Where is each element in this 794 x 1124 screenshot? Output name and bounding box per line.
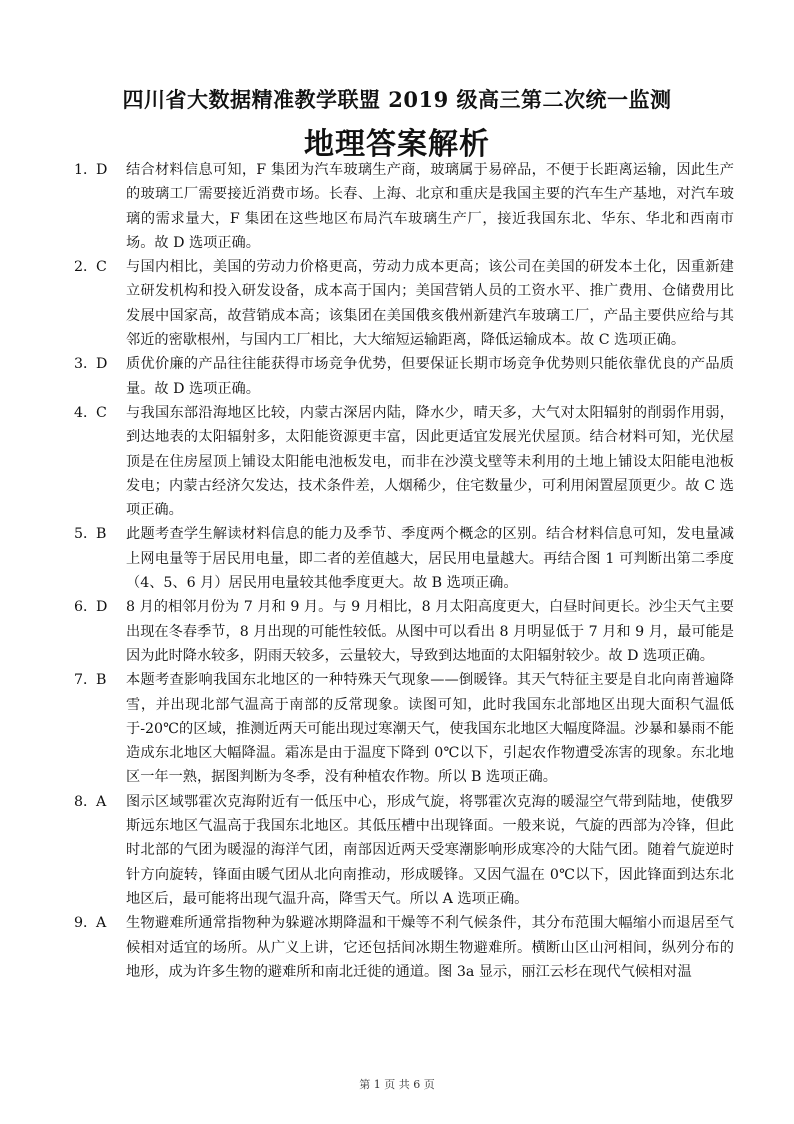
- answer-choice: D: [96, 356, 108, 373]
- answer-number: 4．: [74, 404, 98, 421]
- answer-explanation: 与国内相比，美国的劳动力价格更高，劳动力成本更高；该公司在美国的研发本土化，因重新建立研发机构和投入研发设备，成本高于国内；美国营销人员的工资水平、推广费用、仓储费用比发展中国家高，故营销成本高；该集团在美国俄亥俄州新建汽车玻璃工厂，产品主要供应给与其邻近的密歇根州，与国内工厂相比，大大缩短运输距离，降低运输成本。故 C 选项正确。: [126, 259, 734, 349]
- answer-explanation: 图示区域鄂霍次克海附近有一低压中心，形成气旋，将鄂霍次克海的暖湿空气带到陆地，使俄罗斯远东地区气温高于我国东北地区。其低压槽中出现锋面。一般来说，气旋的西部为冷锋，但此时北部的气团为暖湿的海洋气团，南部因近两天受寒潮影响形成寒冷的大陆气团。随着气旋逆时针方向旋转，锋面由暖气团从北向南推动，形成暖锋。又因气温在 0℃以下，因此锋面到达东北地区后，最可能将出现气温升高，降雪天气。所以 A 选项正确。: [126, 793, 734, 907]
- answer-item-4: [74, 401, 734, 522]
- answer-item-1: [74, 158, 734, 255]
- answer-item-5: [74, 522, 734, 595]
- answer-number: 8．: [74, 793, 98, 810]
- answer-explanation: 与我国东部沿海地区比较，内蒙古深居内陆，降水少，晴天多，大气对太阳辐射的削弱作用弱，到达地表的太阳辐射多，太阳能资源更丰富，因此更适宜发展光伏屋顶。结合材料可知，光伏屋顶是在住房屋顶上铺设太阳能电池板发电，而非在沙漠戈壁等未利用的土地上铺设太阳能电池板发电；内蒙古经济欠发达，技术条件差，人烟稀少，住宅数量少，可利用闲置屋顶更少。故 C 选项正确。: [126, 404, 734, 519]
- answer-choice: A: [96, 793, 107, 810]
- document-title: 四川省大数据精准教学联盟 2019 级高三第二次统一监测: [122, 87, 672, 112]
- answer-explanation: 8 月的相邻月份为 7 月和 9 月。与 9 月相比，8 月太阳高度更大，白昼时间更长。沙尘天气主要出现在冬春季节，8 月出现的可能性较低。从图中可以看出 8 月明显低于 7 月和 9 月，最可能是因为此时降水较多，阴雨天较多，云量较大，导致到达地面的太阳辐射较少。故 D 选项正确。: [126, 599, 734, 664]
- answer-explanation: 质优价廉的产品往往能获得市场竞争优势，但要保证长期市场竞争优势则只能依靠优良的产品质量。故 D 选项正确。: [126, 356, 734, 397]
- answer-number: 3．: [74, 356, 98, 373]
- answer-number: 1．: [74, 162, 98, 178]
- answer-explanation: 此题考查学生解读材料信息的能力及季节、季度两个概念的区别。结合材料信息可知，发电量减上网电量等于居民用电量，即二者的差值越大，居民用电量越大。再结合图 1 可判断出第二季度（4、5、6 月）居民用电量较其他季度更大。故 B 选项正确。: [126, 526, 734, 592]
- answer-number: 5．: [74, 526, 98, 543]
- answer-number: 2．: [74, 259, 98, 276]
- answer-explanation: 生物避难所通常指物种为躲避冰期降温和干燥等不利气候条件，其分布范围大幅缩小而退居至气候相对适宜的场所。从广义上讲，它还包括间冰期生物避难所。横断山区山河相间，纵列分布的地形，成为许多生物的避难所和南北迁徙的通道。图 3a 显示，丽江云杉在现代气候相对温: [126, 915, 734, 980]
- answer-choice: C: [96, 259, 107, 276]
- answer-choice: D: [96, 599, 108, 616]
- document-subtitle: 地理答案解析: [304, 127, 490, 162]
- answer-item-6: [74, 595, 734, 668]
- answer-number: 6．: [74, 599, 98, 616]
- answer-number: 9．: [74, 915, 98, 932]
- answer-choice: C: [96, 404, 107, 421]
- answer-number: 7．: [74, 672, 98, 689]
- answer-choice: B: [96, 526, 107, 543]
- answer-list: [74, 158, 734, 984]
- answer-item-9: [74, 911, 734, 984]
- answer-explanation: 本题考查影响我国东北地区的一种特殊天气现象——倒暖锋。其天气特征主要是自北向南普遍降雪，并出现北部气温高于南部的反常现象。读图可知，此时我国东北部地区出现大面积气温低于-20℃的区域，推测近两天可能出现过寒潮天气，使我国东北地区大幅度降温。沙暴和暴雨不能造成东北地区大幅降温。霜冻是由于温度下降到 0℃以下，引起农作物遭受冻害的现象。东北地区一年一熟，据图判断为冬季，没有种植农作物。所以 B 选项正确。: [126, 672, 734, 786]
- answer-item-3: [74, 352, 734, 401]
- answer-choice: D: [96, 162, 108, 178]
- answer-choice: B: [96, 672, 107, 689]
- answer-explanation: 结合材料信息可知，F 集团为汽车玻璃生产商，玻璃属于易碎品，不便于长距离运输，因此生产的玻璃工厂需要接近消费市场。长春、上海、北京和重庆是我国主要的汽车生产基地，对汽车玻璃的需求量大，F 集团在这些地区布局汽车玻璃生产厂，接近我国东北、华东、华北和西南市场。故 D 选项正确。: [126, 162, 734, 251]
- page-footer: 第 1 页 共 6 页: [359, 1078, 435, 1091]
- answer-item-7: [74, 668, 734, 789]
- answer-choice: A: [96, 915, 107, 932]
- answer-item-2: [74, 255, 734, 352]
- answer-item-8: [74, 790, 734, 911]
